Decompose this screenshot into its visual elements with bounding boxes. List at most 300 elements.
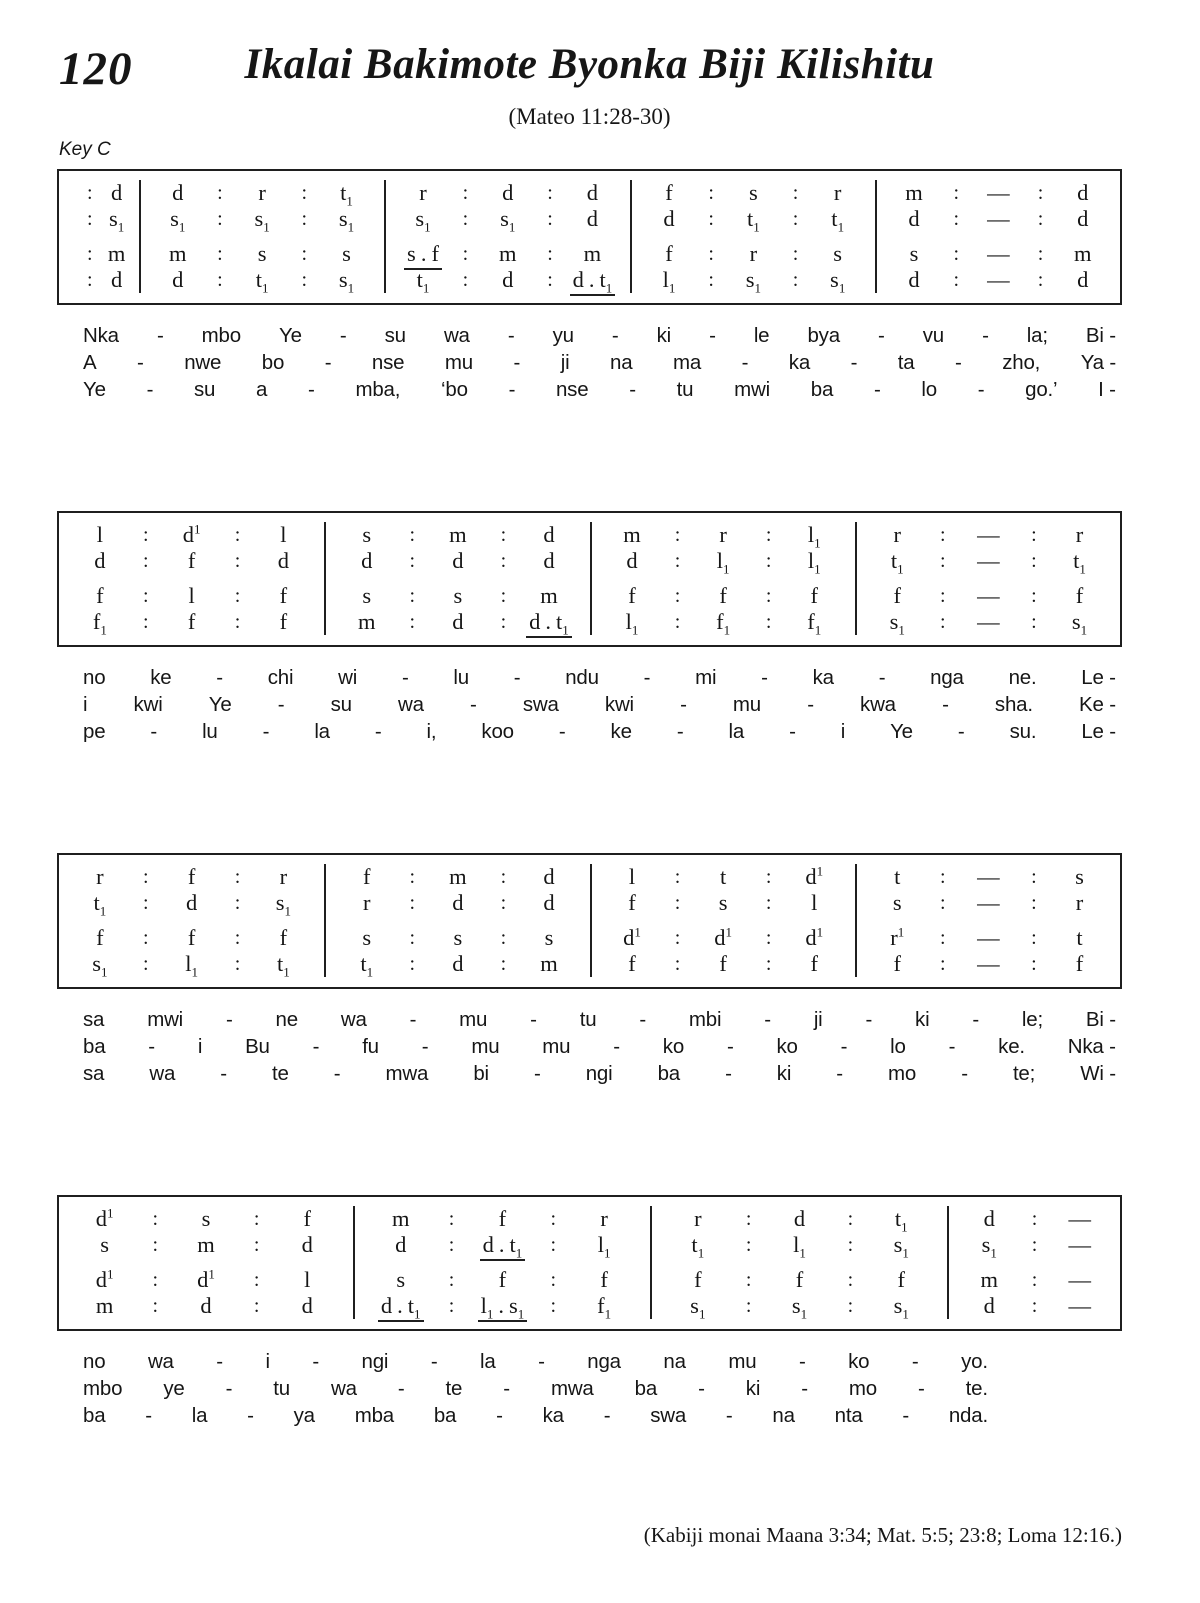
syllable-hyphen: - [374, 720, 382, 743]
beat-colon: : [940, 585, 946, 607]
syllable: te; [1012, 1062, 1036, 1085]
beat-colon: : [1031, 585, 1037, 607]
note-cell [516, 522, 581, 548]
note-cell [1047, 925, 1112, 951]
note-group: f [187, 609, 196, 634]
note-group: d [983, 1293, 995, 1318]
syllable-hyphen: - [220, 1062, 227, 1085]
note-group: $d^1$ [197, 1266, 215, 1292]
beat-colon: : [500, 550, 507, 572]
note-group: t [894, 864, 901, 889]
note-group: d [452, 890, 464, 915]
note-cell [1048, 1232, 1112, 1258]
syllable-hyphen: - [137, 351, 144, 374]
measure [630, 180, 875, 296]
syllable: na [663, 1350, 686, 1373]
note-cell [1054, 241, 1112, 267]
note-cell [168, 1232, 243, 1258]
syllable: mo [888, 1062, 917, 1085]
syllable-hyphen: - [312, 1350, 319, 1373]
voice-row [632, 241, 875, 267]
beat-colon: : [765, 953, 772, 975]
beat-colon: : [1031, 1295, 1038, 1317]
note-group: f [628, 890, 636, 915]
note-cell [566, 1232, 642, 1261]
beat-colon: : [1031, 1234, 1038, 1256]
syllable: sa [83, 1008, 105, 1031]
note-cell [317, 180, 375, 209]
beat-colon: : [409, 611, 416, 633]
syllable: i [840, 720, 846, 743]
note-group: f [187, 548, 196, 573]
voice-row [59, 864, 324, 890]
continuation-dash: — [1068, 1267, 1091, 1292]
beat-colon: : [253, 1208, 260, 1230]
note-cell [67, 1232, 142, 1258]
note-group: s [362, 583, 372, 608]
note-group: s [396, 1267, 406, 1292]
voice-row [592, 548, 855, 577]
voice-row [59, 1206, 353, 1232]
syllable-hyphen: - [611, 324, 619, 347]
beat-colon: : [765, 892, 772, 914]
note-group: s [544, 925, 554, 950]
note-cell [233, 267, 291, 296]
beat-colon: : [234, 524, 241, 546]
syllable: ko [776, 1035, 798, 1058]
note-cell [317, 206, 375, 235]
beat-colon: : [674, 585, 681, 607]
syllable-hyphen: - [865, 1008, 873, 1031]
syllable: Bi - [1085, 324, 1116, 347]
note-group: d [111, 267, 123, 292]
syllable: wi [338, 666, 358, 689]
beat-colon: : [448, 1269, 455, 1291]
note-group: $t_1$ [746, 206, 760, 235]
syllable-hyphen: - [942, 693, 949, 716]
measure [324, 522, 589, 638]
note-group: $f_1$ [597, 1293, 612, 1322]
voice-row [949, 1267, 1120, 1293]
note-group: $s_1$ [109, 206, 125, 235]
note-group: s [342, 241, 351, 266]
syllable-hyphen: - [508, 378, 516, 401]
note-group: d [586, 206, 599, 231]
syllable: ma [672, 351, 702, 374]
beat-colon: : [253, 1234, 260, 1256]
note-cell [762, 1293, 838, 1322]
syllable: sa [83, 1062, 105, 1085]
note-cell [465, 1206, 541, 1232]
syllable: tu [676, 378, 694, 401]
note-cell [251, 925, 317, 951]
note-cell [103, 206, 131, 235]
syllable-hyphen: - [798, 1350, 806, 1373]
note-cell [782, 522, 847, 551]
note-group: $d^1$ [95, 1205, 114, 1231]
syllable-hyphen: - [409, 1008, 417, 1031]
syllable-hyphen: - [911, 1350, 919, 1373]
beat-colon: : [500, 927, 507, 949]
syllable-hyphen: - [643, 666, 651, 689]
voice-row [857, 925, 1120, 951]
syllable: chi [267, 666, 294, 689]
note-group: $l_1$ [662, 267, 676, 296]
note-cell [809, 180, 867, 206]
note-group: f [96, 583, 104, 608]
syllable: i [265, 1350, 270, 1373]
note-cell [334, 609, 399, 635]
note-cell [600, 925, 665, 951]
notation-box [57, 853, 1122, 989]
note-group: d [543, 522, 555, 547]
syllable: no [83, 666, 106, 689]
note-cell [691, 609, 756, 638]
note-group: d [543, 548, 555, 573]
note-cell [956, 925, 1021, 951]
beat-colon: : [253, 1269, 260, 1291]
voice-row [141, 180, 384, 209]
note-cell [67, 951, 133, 980]
voice-row [326, 890, 589, 916]
voice-row [632, 267, 875, 296]
note-group: $s_1$ [830, 267, 846, 296]
beat-colon: : [142, 524, 149, 546]
beat-colon: : [550, 1234, 557, 1256]
beat-colon: : [253, 1295, 260, 1317]
syllable-hyphen: - [530, 1008, 537, 1031]
note-cell [865, 864, 930, 890]
measure [875, 180, 1120, 293]
beat-colon: : [86, 269, 93, 291]
continuation-dash: — [1068, 1206, 1091, 1231]
note-group: t [1076, 925, 1083, 950]
voice-row [355, 1206, 650, 1232]
syllable-hyphen: - [801, 1377, 808, 1400]
note-group: f [303, 1206, 311, 1231]
note-group: d [908, 206, 920, 231]
note-group: m [95, 1293, 114, 1318]
note-group: $t_1$ [360, 951, 374, 980]
note-cell [149, 206, 207, 235]
syllable: ki [656, 324, 672, 347]
note-cell [1047, 583, 1112, 609]
voice-row [632, 206, 875, 235]
syllable: Ye [890, 720, 913, 743]
note-cell [251, 548, 317, 574]
syllable: ne. [1008, 666, 1037, 689]
voice-row [326, 583, 589, 609]
syllable: ngi [585, 1062, 613, 1085]
note-cell [251, 583, 317, 609]
beat-colon: : [550, 1295, 557, 1317]
note-group: $l_1$ [597, 1232, 611, 1261]
beat-colon: : [940, 892, 946, 914]
note-cell [660, 1293, 736, 1322]
syllable: wa [340, 1008, 367, 1031]
note-group: $d^1$ [805, 863, 824, 889]
note-cell [691, 864, 756, 890]
note-group: s [833, 241, 843, 266]
syllable: kwi [604, 693, 634, 716]
syllable: ba [634, 1377, 658, 1400]
syllable-hyphen: - [538, 1350, 545, 1373]
beat-colon: : [708, 182, 714, 204]
beat-colon: : [217, 182, 223, 204]
measure [590, 864, 855, 977]
syllable-hyphen: - [741, 351, 749, 374]
note-group: $t_1$ [691, 1232, 705, 1261]
syllable-hyphen: - [333, 1062, 341, 1085]
note-cell [159, 890, 225, 916]
voice-row [59, 180, 139, 206]
note-group [987, 267, 1010, 292]
note-cell [782, 890, 847, 916]
syllable-hyphen: - [339, 324, 347, 347]
syllable-hyphen: - [216, 666, 223, 689]
note-group: $s_1$ [981, 1232, 997, 1261]
note-group: m [449, 864, 467, 889]
syllable-hyphen: - [145, 1404, 152, 1427]
syllable-hyphen: - [725, 1404, 733, 1427]
syllable: ye [163, 1377, 185, 1400]
note-group: d [452, 609, 464, 634]
syllable-hyphen: - [789, 720, 796, 743]
voice-row [59, 1293, 353, 1319]
syllable: ba [83, 1404, 106, 1427]
beat-colon: : [500, 892, 507, 914]
note-group: m [168, 241, 187, 266]
beat-colon: : [1037, 208, 1044, 230]
beat-colon: : [217, 243, 223, 265]
beat-colon: : [1031, 866, 1037, 888]
pulse-dot: . [498, 1293, 504, 1318]
syllable-hyphen: - [262, 720, 270, 743]
lyric-line [83, 720, 1116, 747]
syllable: lu [202, 720, 218, 743]
lyrics-block [57, 1008, 1122, 1089]
lyric-line [83, 1035, 1116, 1062]
syllable: bya [807, 324, 840, 347]
note-group: m [391, 1206, 410, 1231]
note-group: f [628, 583, 636, 608]
note-group: s [100, 1232, 110, 1257]
beat-colon: : [409, 866, 416, 888]
syllable-hyphen: - [680, 693, 687, 716]
beat-colon: : [1031, 550, 1037, 572]
note-cell [363, 1267, 439, 1293]
syllable: nse [371, 351, 405, 374]
beat-colon: : [301, 182, 308, 204]
syllable: mu [732, 693, 761, 716]
note-cell [957, 1232, 1021, 1261]
note-cell [67, 864, 133, 890]
voice-row [592, 583, 855, 609]
syllable: mwa [550, 1377, 594, 1400]
syllable: kwa [860, 693, 896, 716]
voice-row [877, 241, 1120, 267]
syllable: tu [579, 1008, 597, 1031]
syllable: te. [965, 1377, 988, 1400]
note-cell [956, 864, 1021, 890]
note-cell [1054, 267, 1112, 293]
beat-colon: : [765, 524, 772, 546]
note-group: f [893, 583, 902, 608]
beat-colon: : [550, 1269, 557, 1291]
beat-colon: : [1031, 1269, 1038, 1291]
lyrics-block [57, 666, 1122, 747]
note-cell [691, 583, 756, 609]
voice-row [326, 609, 589, 638]
note-cell [317, 241, 375, 267]
syllable: la [728, 720, 745, 743]
note-group: $l_1$ [807, 522, 821, 551]
beat-colon: : [708, 243, 714, 265]
note-group: f [665, 241, 673, 266]
syllable: i, [426, 720, 437, 743]
note-group: r [279, 864, 288, 889]
syllable-hyphen: - [957, 720, 965, 743]
syllable-hyphen: - [982, 324, 989, 347]
note-cell [865, 925, 930, 951]
note-cell [956, 522, 1021, 548]
note-group: $t_1$ [340, 180, 353, 209]
beat-colon: : [953, 182, 959, 204]
beat-colon: : [142, 611, 149, 633]
note-cell [969, 206, 1027, 232]
note-group: $l_1$ . $s_1$ [478, 1293, 528, 1322]
note-group: m [498, 241, 517, 266]
beat-colon: : [674, 953, 681, 975]
note-cell [1047, 609, 1112, 638]
note-cell [168, 1206, 243, 1232]
voice-row [652, 1267, 947, 1293]
syllable: na [772, 1404, 795, 1427]
lyric-line [83, 1350, 1116, 1377]
syllable: nse [555, 378, 589, 401]
syllable: ba [657, 1062, 680, 1085]
note-group: f [665, 180, 673, 205]
syllable-hyphen: - [277, 693, 285, 716]
beat-colon: : [547, 243, 553, 265]
note-group: f [795, 1267, 804, 1292]
note-group: f [810, 951, 818, 976]
note-group: f [279, 925, 288, 950]
voice-row [877, 267, 1120, 293]
note-cell [566, 1293, 642, 1322]
note-cell [1048, 1267, 1112, 1293]
note-cell [563, 180, 622, 206]
note-cell [159, 951, 225, 980]
beat-colon: : [674, 866, 681, 888]
syllable-hyphen: - [972, 1008, 979, 1031]
note-cell [270, 1206, 345, 1232]
note-cell [809, 206, 867, 235]
measure [139, 180, 384, 296]
voice-row [592, 522, 855, 551]
voice-row [59, 890, 324, 919]
continuation-dash: — [977, 583, 1000, 608]
syllable: mu [444, 351, 473, 374]
note-group: $s_1$ [893, 1293, 909, 1322]
lyric-line [83, 1377, 1116, 1404]
voice-row [592, 951, 855, 977]
syllable: nda. [948, 1404, 988, 1427]
beat-colon: : [86, 182, 93, 204]
beat-colon: : [142, 953, 149, 975]
continuation-dash: — [977, 951, 1000, 976]
note-cell [969, 180, 1027, 206]
measure [947, 1206, 1120, 1319]
syllable: ba [83, 1035, 106, 1058]
note-group: $l_1$ [185, 951, 198, 980]
lyric-line [83, 1008, 1116, 1035]
syllable: nga [930, 666, 964, 689]
syllable: a [256, 378, 268, 401]
note-group: $s_1$ [889, 609, 905, 638]
note-group: $r^1$ [890, 924, 905, 950]
note-group: $t_1$ [416, 267, 430, 296]
note-group: f [719, 583, 727, 608]
note-group: $f_1$ [716, 609, 731, 638]
voice-row [59, 241, 139, 267]
measure [855, 864, 1120, 977]
voice-row [355, 1293, 650, 1322]
beat-colon: : [234, 892, 241, 914]
note-cell [762, 1232, 838, 1261]
note-group: $s_1$ [92, 951, 108, 980]
note-group: $s_1$ [415, 206, 431, 235]
note-group [987, 180, 1010, 205]
note-cell [168, 1267, 243, 1293]
voice-row [949, 1232, 1120, 1261]
syllable: mu [471, 1035, 500, 1058]
syllable-hyphen: - [948, 1035, 956, 1058]
syllable: sha. [994, 693, 1033, 716]
note-group: d [543, 864, 555, 889]
beat-colon: : [234, 550, 241, 572]
note-group: f [1075, 583, 1084, 608]
syllable: Wi - [1080, 1062, 1116, 1085]
beat-colon: : [1031, 611, 1037, 633]
beat-colon: : [674, 892, 681, 914]
note-group: $t_1$ [831, 206, 845, 235]
note-cell [600, 864, 665, 890]
beat-colon: : [847, 1208, 854, 1230]
note-cell [334, 522, 399, 548]
note-cell [563, 267, 622, 296]
syllable: mu [459, 1008, 488, 1031]
note-group: r [833, 180, 842, 205]
note-group: d [277, 548, 289, 573]
note-cell [865, 609, 930, 638]
note-cell [724, 180, 782, 206]
continuation-dash: — [1068, 1232, 1091, 1257]
note-cell [563, 206, 622, 232]
note-group: $t_1$ [93, 890, 107, 919]
note-group: f [279, 583, 288, 608]
measure [59, 1206, 353, 1319]
note-cell [251, 522, 317, 548]
note-cell [465, 1267, 541, 1293]
key-signature-label: Key C [59, 139, 111, 160]
syllable: I - [1098, 378, 1116, 401]
voice-row [877, 180, 1120, 206]
note-group: d [301, 1232, 313, 1257]
syllable-hyphen: - [496, 1404, 503, 1427]
voice-row [59, 206, 139, 235]
syllable: Ye [83, 378, 106, 401]
